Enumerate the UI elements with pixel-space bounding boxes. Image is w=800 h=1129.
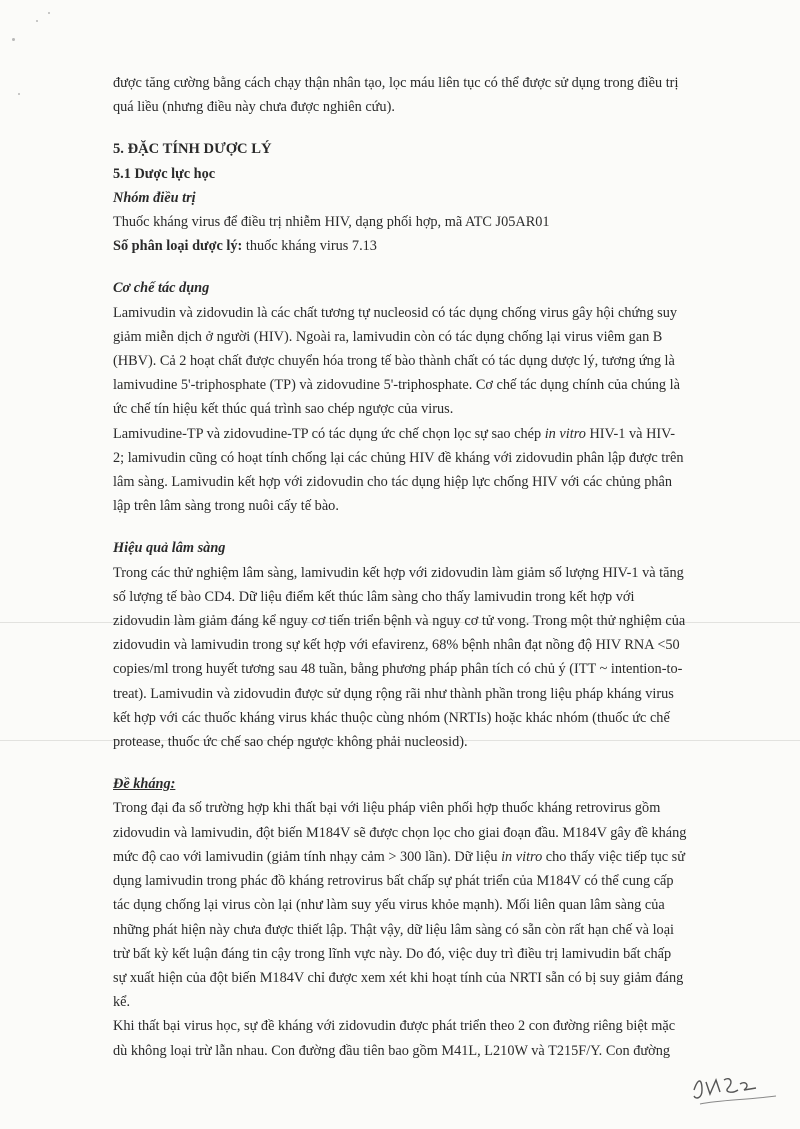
efficacy-line: số lượng tế bào CD4. Dữ liệu điểm kết thúc lâm sàng cho thấy lamivudin trong kết hợp với	[113, 588, 635, 605]
resistance-line: những phát hiện này chưa được thiết lập. Thật vậy, dữ liệu lâm sàng có sẵn còn rất hạn chế và loại	[113, 921, 675, 938]
resistance-line: Trong đại đa số trường hợp khi thất bại với liệu pháp viên phối hợp thuốc kháng retrovirus gồm	[113, 800, 661, 817]
resistance-line: dụng lamivudin trong phác đồ kháng retrovirus bất chấp sự phát triển của M184V có thể cung cấp	[113, 873, 674, 890]
resistance-line: tác dụng chống lại virus còn lại (như làm suy yếu virus khỏe mạnh). Mối liên quan lâm sàng của	[113, 897, 665, 914]
efficacy-line: kết hợp với các thuốc kháng virus khác thuộc cùng nhóm (NRTIs) hoặc khác nhóm (thuốc ức chế	[113, 709, 670, 726]
mechanism-line: lâm sàng. Lamivudin kết hợp với zidovudin cho tác dụng hiệp lực chống HIV với các chủng phân	[113, 474, 673, 491]
mechanism-text: HIV-1 và HIV-	[585, 425, 675, 442]
resistance-line: Khi thất bại virus học, sự đề kháng với zidovudin được phát triển theo 2 con đường riêng biệt mặc	[113, 1018, 676, 1035]
document-body	[113, 71, 725, 1063]
mechanism-line: lập trên lâm sàng trong nuôi cấy tế bào.	[113, 498, 339, 515]
scan-speck	[36, 20, 38, 22]
resistance-heading: Đề kháng:	[113, 776, 176, 793]
mechanism-line: Lamivudin và zidovudin là các chất tương tự nucleosid có tác dụng chống virus gây hội chứng suy	[113, 304, 678, 321]
scan-speck	[12, 38, 15, 41]
resistance-line: zidovudin và lamivudin, đột biến M184V sẽ được chọn lọc cho giai đoạn đầu. M184V gây đề kháng	[113, 824, 687, 841]
section-heading: 5. ĐẶC TÍNH DƯỢC LÝ	[113, 141, 272, 158]
resistance-text: cho thấy việc tiếp tục sử	[542, 848, 685, 865]
scan-speck	[48, 12, 50, 14]
mechanism-line: giảm miễn dịch ở người (HIV). Ngoài ra, lamivudin còn có tác dụng chống lại virus viêm gan B	[113, 328, 663, 345]
scan-speck	[18, 93, 20, 95]
efficacy-line: zidovudin và lamivudin trong sự kết hợp với efavirenz, 68% bệnh nhân đạt nồng độ HIV RNA <50	[113, 637, 680, 654]
subsection-heading: 5.1 Dược lực học	[113, 165, 216, 182]
mechanism-heading: Cơ chế tác dụng	[113, 280, 210, 297]
resistance-italic: in vitro	[501, 848, 543, 865]
efficacy-line: copies/ml trong huyết tương sau 48 tuần, bằng phương pháp phân tích có chủ ý (ITT ~ intention-to-	[113, 661, 683, 678]
resistance-line: dù không loại trừ lẫn nhau. Con đường đầu tiên bao gồm M41L, L210W và T215F/Y. Con đường	[113, 1042, 670, 1059]
group-heading: Nhóm điều trị	[113, 189, 196, 206]
mechanism-line	[113, 422, 725, 446]
intro-line-2: quá liều (nhưng điều này chưa được nghiên cứu).	[113, 99, 395, 116]
efficacy-line: treat). Lamivudin và zidovudin được sử dụng rộng rãi như thành phần trong liệu pháp kháng virus	[113, 685, 674, 702]
resistance-line: sự xuất hiện của đột biến M184V chỉ được xem xét khi hoạt tính của NRTI sẵn có bị suy giảm đáng	[113, 969, 684, 986]
resistance-line	[113, 845, 725, 869]
efficacy-line: protease, thuốc ức chế sao chép ngược không phải nucleosid).	[113, 734, 468, 751]
classification-value: thuốc kháng virus 7.13	[242, 238, 377, 255]
efficacy-line: Trong các thử nghiệm lâm sàng, lamivudin kết hợp với zidovudin làm giảm số lượng HIV-1 và tăng	[113, 564, 684, 581]
mechanism-italic: in vitro	[544, 425, 586, 442]
group-text: Thuốc kháng virus để điều trị nhiễm HIV, dạng phối hợp, mã ATC J05AR01	[113, 214, 550, 231]
mechanism-line: 2; lamivudin cũng có hoạt tính chống lại các chủng HIV đề kháng với zidovudin phân lập được trên	[113, 449, 684, 466]
resistance-text: mức độ cao với lamivudin (giảm tính nhạy cảm > 300 lần). Dữ liệu	[113, 848, 502, 865]
efficacy-line: zidovudin làm giảm đáng kể nguy cơ tiến triển bệnh và nguy cơ tử vong. Trong một thử nghiệm của	[113, 613, 686, 630]
mechanism-line: lamivudine 5'-triphosphate (TP) và zidovudine 5'-triphosphate. Cơ chế tác dụng chính của chúng là	[113, 377, 680, 394]
classification-line	[113, 234, 725, 258]
intro-line-1: được tăng cường bằng cách chạy thận nhân tạo, lọc máu liên tục có thể được sử dụng trong điều trị	[113, 75, 679, 91]
mechanism-line: ức chế tín hiệu kết thúc quá trình sao chép ngược của virus.	[113, 401, 454, 418]
handwritten-signature	[690, 1060, 780, 1110]
classification-label: Số phân loại dược lý:	[113, 238, 243, 255]
mechanism-line: (HBV). Cả 2 hoạt chất được chuyển hóa trong tế bào thành chất có tác dụng dược lý, tương ứng là	[113, 353, 675, 370]
mechanism-text: Lamivudine-TP và zidovudine-TP có tác dụng ức chế chọn lọc sự sao chép	[113, 425, 545, 442]
resistance-line: trừ bất kỳ kết luận đáng tin cậy trong lĩnh vực này. Do đó, việc duy trì điều trị lamivudin bất chấp	[113, 945, 672, 962]
resistance-line: kể.	[113, 994, 131, 1011]
efficacy-heading: Hiệu quả lâm sàng	[113, 540, 226, 557]
